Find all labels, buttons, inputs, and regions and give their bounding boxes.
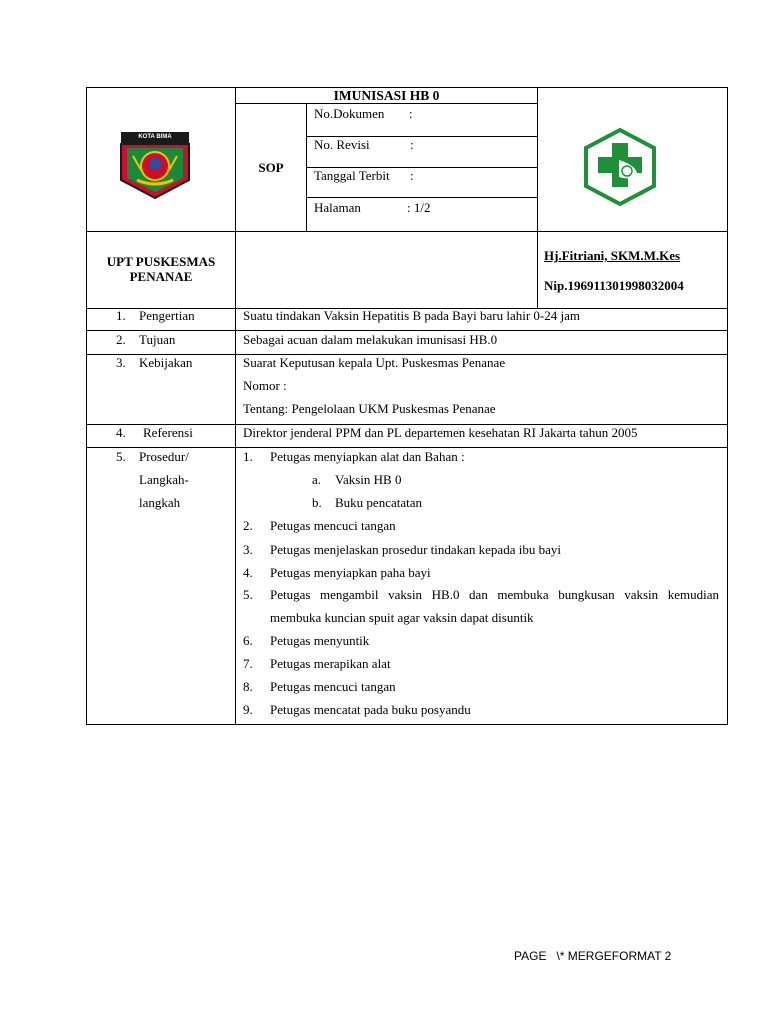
sub-item-b-letter: b. — [312, 495, 322, 510]
signer-name: Hj.Fitriani, SKM.M.Kes — [544, 248, 681, 263]
row-5-label-line1: Prosedur/ — [139, 449, 189, 464]
step-1-text: Petugas menyiapkan alat dan Bahan : — [270, 449, 465, 464]
signer-nip: Nip.196911301998032004 — [544, 278, 684, 293]
step-6-text: Petugas menyuntik — [270, 633, 370, 648]
step-2-text: Petugas mencuci tangan — [270, 518, 396, 533]
kota-bima-logo — [119, 130, 191, 200]
sub-item-a-text: Vaksin HB 0 — [335, 472, 402, 487]
field-halaman-label: Halaman — [314, 200, 361, 215]
step-6-number: 6. — [243, 633, 253, 648]
row-1-number: 1. — [116, 308, 126, 323]
field-tanggal-terbit-label: Tanggal Terbit — [314, 168, 390, 183]
row-2-number: 2. — [116, 332, 126, 347]
step-9-number: 9. — [243, 702, 253, 717]
page-footer: PAGE \* MERGEFORMAT 2 — [514, 949, 672, 963]
kota-bima-logo-text: KOTA BIMA — [138, 134, 172, 140]
sub-item-a-letter: a. — [312, 472, 322, 487]
field-no-dokumen-label: No.Dokumen — [314, 106, 385, 121]
step-2-number: 2. — [243, 518, 253, 533]
row-3-content-line1: Suarat Keputusan kepala Upt. Puskesmas Penanae — [243, 355, 506, 370]
step-3-text: Petugas menjelaskan prosedur tindakan kepada ibu bayi — [270, 542, 561, 557]
step-5-text-line2: membuka kuncian spuit agar vaksin dapat disuntik — [270, 610, 534, 625]
row-3-number: 3. — [116, 355, 126, 370]
step-4-number: 4. — [243, 565, 253, 580]
unit-divider-right — [537, 231, 538, 309]
row-2-label: Tujuan — [139, 332, 176, 347]
step-7-number: 7. — [243, 656, 253, 671]
row-divider-4 — [86, 447, 728, 448]
row-5-number: 5. — [116, 449, 126, 464]
step-5-number: 5. — [243, 587, 253, 602]
row-divider-1 — [86, 330, 728, 331]
row-3-content-line2: Nomor : — [243, 378, 287, 393]
step-3-number: 3. — [243, 542, 253, 557]
row-4-number: 4. — [116, 425, 126, 440]
header-divider-right — [537, 87, 538, 232]
step-8-number: 8. — [243, 679, 253, 694]
step-1-number: 1. — [243, 449, 253, 464]
step-9-text: Petugas mencatat pada buku posyandu — [270, 702, 471, 717]
step-4-text: Petugas menyiapkan paha bayi — [270, 565, 431, 580]
row-1-content: Suatu tindakan Vaksin Hepatitis B pada Bayi baru lahir 0-24 jam — [243, 308, 580, 323]
content-divider — [235, 308, 236, 725]
field-divider-3 — [306, 197, 537, 198]
field-tanggal-terbit-value: : — [410, 168, 414, 183]
field-no-revisi-value: : — [410, 137, 414, 152]
row-1-label: Pengertian — [139, 308, 195, 323]
step-8-text: Petugas mencuci tangan — [270, 679, 396, 694]
unit-divider-left — [235, 231, 236, 309]
field-no-revisi-label: No. Revisi — [314, 137, 370, 152]
step-7-text: Petugas merapikan alat — [270, 656, 391, 671]
row-5-label-line3: langkah — [139, 495, 181, 510]
row-4-label: Referensi — [143, 425, 193, 440]
field-halaman-value: : 1/2 — [407, 200, 431, 215]
sub-item-b-text: Buku pencatatan — [335, 495, 422, 510]
row-5-label-line2: Langkah- — [139, 472, 189, 487]
field-no-dokumen-value: : — [409, 106, 413, 121]
row-2-content: Sebagai acuan dalam melakukan imunisasi HB.0 — [243, 332, 498, 347]
unit-name-line1: UPT PUSKESMAS — [106, 254, 216, 269]
row-4-content: Direktor jenderal PPM dan PL departemen kesehatan RI Jakarta tahun 2005 — [243, 425, 638, 440]
row-3-label: Kebijakan — [139, 355, 193, 370]
puskesmas-logo — [583, 127, 657, 207]
document-title: IMUNISASI HB 0 — [333, 88, 440, 103]
unit-name-line2: PENANAE — [129, 269, 193, 284]
row-3-content-line3: Tentang: Pengelolaan UKM Puskesmas Penanae — [243, 401, 496, 416]
sop-label: SOP — [258, 160, 284, 175]
step-5-text-line1: Petugas mengambil vaksin HB.0 dan membuka bungkusan vaksin kemudian — [270, 587, 719, 602]
